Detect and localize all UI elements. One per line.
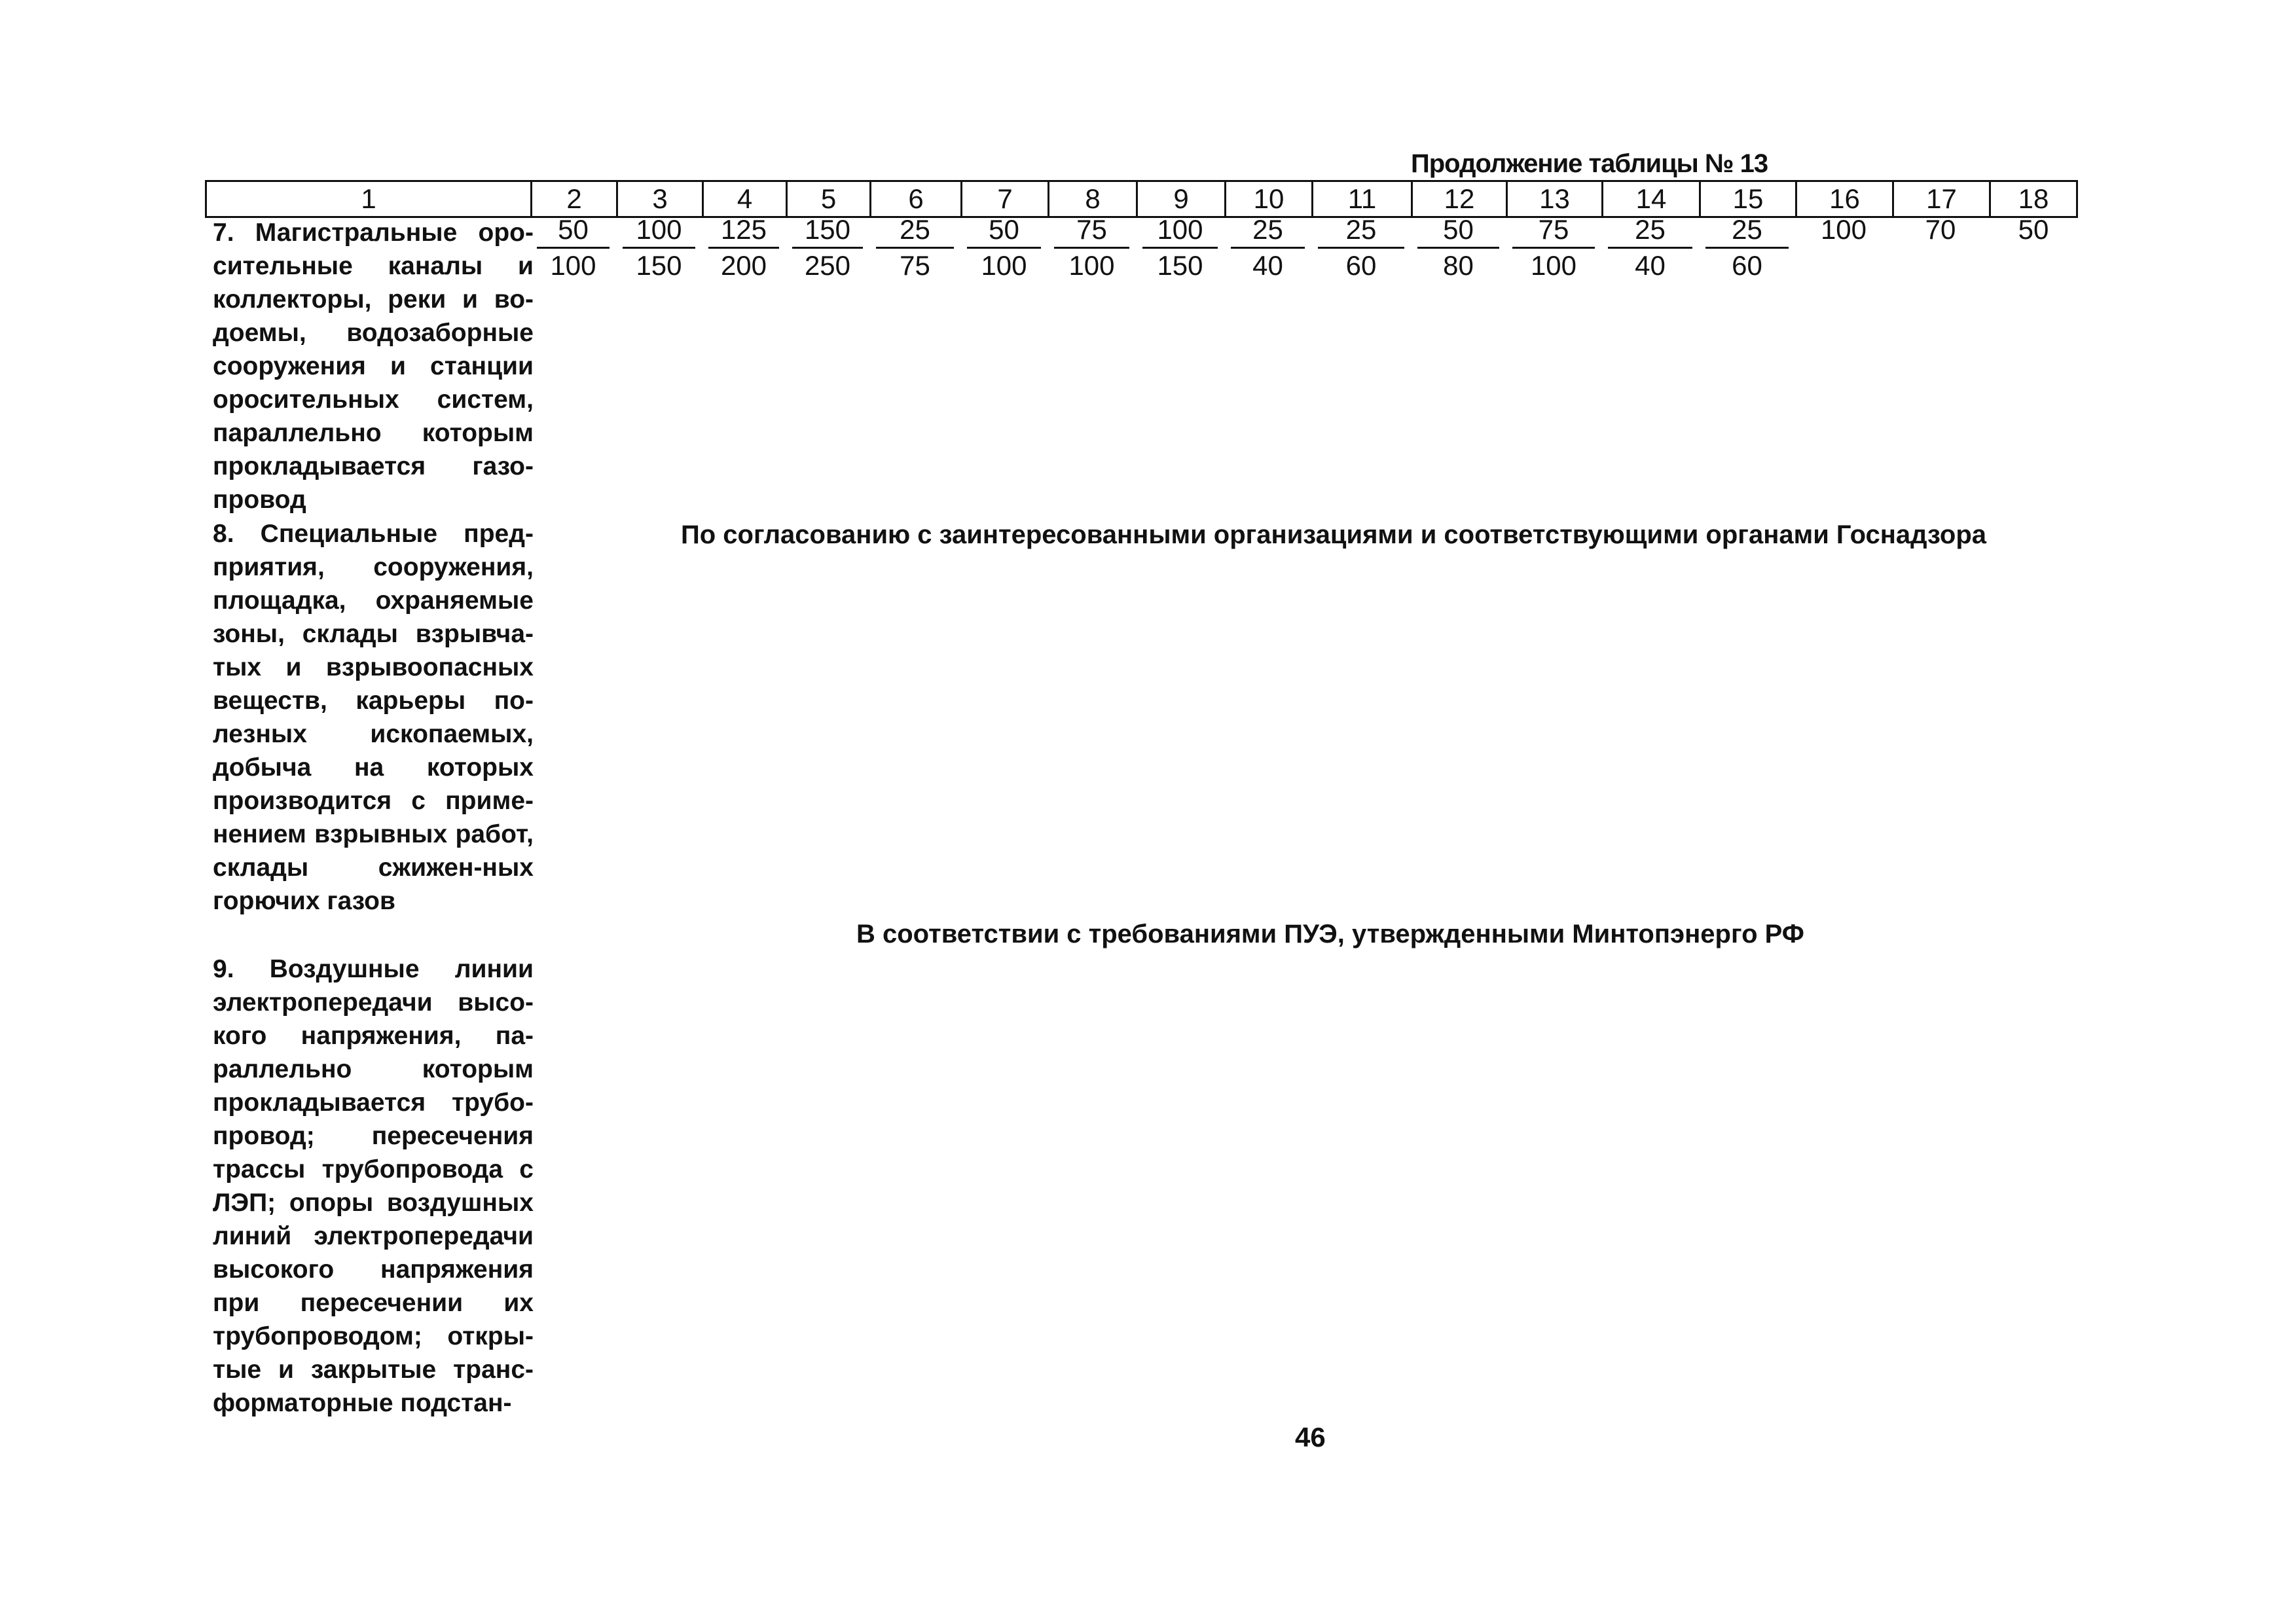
value-bottom: 100 — [981, 250, 1027, 281]
value-cell — [1892, 213, 1989, 247]
value-cell — [1311, 213, 1411, 283]
header-cell: 11 — [1311, 182, 1411, 216]
row9-description: 9. Воздушные линии электропередачи высо-кого напряжения, па-раллельно которым прокладывается трубо-провод; пересечения трассы трубопровода с ЛЭП; опоры воздушных линий электропередачи высокого напряжения при пересечении их трубопроводом; откры-тые и закрытые транс-форматорные подстан- — [213, 955, 534, 1417]
header-cell: 2 — [530, 182, 616, 216]
header-cell: 8 — [1048, 182, 1136, 216]
row8-description: 8. Специальные пред-приятия, сооружения, площадка, охраняемые зоны, склады взрывча-тых и взрывоопасных веществ, карьеры по-лезных ископаемых, добыча на которых производится с приме-нением взрывных работ, склады сжижен-ных горючих газов — [213, 520, 534, 915]
value-top: 25 — [1318, 213, 1404, 249]
header-cell: 12 — [1411, 182, 1506, 216]
value-cell — [1136, 213, 1224, 283]
value-top: 100 — [1820, 214, 1867, 245]
value-bottom: 250 — [804, 250, 851, 281]
value-top: 25 — [1705, 213, 1789, 249]
value-top: 25 — [1608, 213, 1692, 249]
value-cell — [530, 213, 616, 283]
value-cell — [1048, 213, 1136, 283]
value-bottom: 80 — [1443, 250, 1474, 281]
row8-merged-note: По согласованию с заинтересованными организациями и соответствующими органами Госнадзора — [681, 520, 1987, 549]
value-cell — [869, 213, 960, 283]
value-cell — [616, 213, 702, 283]
value-cell — [1699, 213, 1795, 283]
header-cell: 16 — [1795, 182, 1892, 216]
header-cell: 18 — [1989, 182, 2078, 216]
value-cell — [1411, 213, 1506, 283]
value-bottom: 40 — [1252, 250, 1283, 281]
header-cell: 9 — [1136, 182, 1224, 216]
value-top: 125 — [708, 213, 779, 249]
header-cell: 17 — [1892, 182, 1989, 216]
value-top: 50 — [537, 213, 610, 249]
header-cell: 15 — [1699, 182, 1795, 216]
value-bottom: 150 — [1157, 250, 1203, 281]
header-cell: 10 — [1224, 182, 1311, 216]
value-top: 100 — [1142, 213, 1218, 249]
value-bottom: 100 — [1530, 250, 1577, 281]
header-cell: 13 — [1506, 182, 1601, 216]
value-cell — [786, 213, 869, 283]
value-bottom: 100 — [1068, 250, 1115, 281]
value-top: 50 — [1417, 213, 1499, 249]
header-cell: 3 — [616, 182, 702, 216]
value-bottom: 75 — [900, 250, 930, 281]
value-cell — [1601, 213, 1699, 283]
row7-description: 7. Магистральные оро-сительные каналы и коллекторы, реки и во-доемы, водозаборные сооружения и станции оросительных систем, параллельно которым прокладывается газо-провод — [213, 219, 534, 514]
row9-merged-note: В соответствии с требованиями ПУЭ, утвержденными Минтопэнерго РФ — [856, 920, 1804, 948]
value-top: 50 — [967, 213, 1041, 249]
value-top: 25 — [876, 213, 954, 249]
value-top: 25 — [1231, 213, 1305, 249]
value-cell — [1795, 213, 1892, 247]
value-bottom: 40 — [1635, 250, 1666, 281]
header-cell: 5 — [786, 182, 869, 216]
value-top: 75 — [1054, 213, 1129, 249]
value-cell — [960, 213, 1048, 283]
value-cell — [1506, 213, 1601, 283]
value-bottom: 60 — [1732, 250, 1762, 281]
value-bottom: 60 — [1345, 250, 1377, 281]
table-caption: Продолжение таблицы № 13 — [1411, 149, 1768, 178]
value-top: 50 — [2018, 214, 2049, 245]
page-number: 46 — [1295, 1422, 1326, 1453]
value-top: 70 — [1925, 214, 1956, 245]
value-bottom: 200 — [720, 250, 767, 281]
value-top: 75 — [1512, 213, 1595, 249]
value-cell — [1224, 213, 1311, 283]
value-bottom: 100 — [550, 250, 596, 281]
value-cell — [702, 213, 786, 283]
value-top: 100 — [623, 213, 695, 249]
value-top: 150 — [792, 213, 863, 249]
header-cell: 1 — [205, 182, 530, 216]
value-cell — [1989, 213, 2078, 247]
header-cell: 7 — [960, 182, 1048, 216]
header-cell: 6 — [869, 182, 960, 216]
header-cell: 4 — [702, 182, 786, 216]
value-bottom: 150 — [636, 250, 682, 281]
header-cell: 14 — [1601, 182, 1699, 216]
